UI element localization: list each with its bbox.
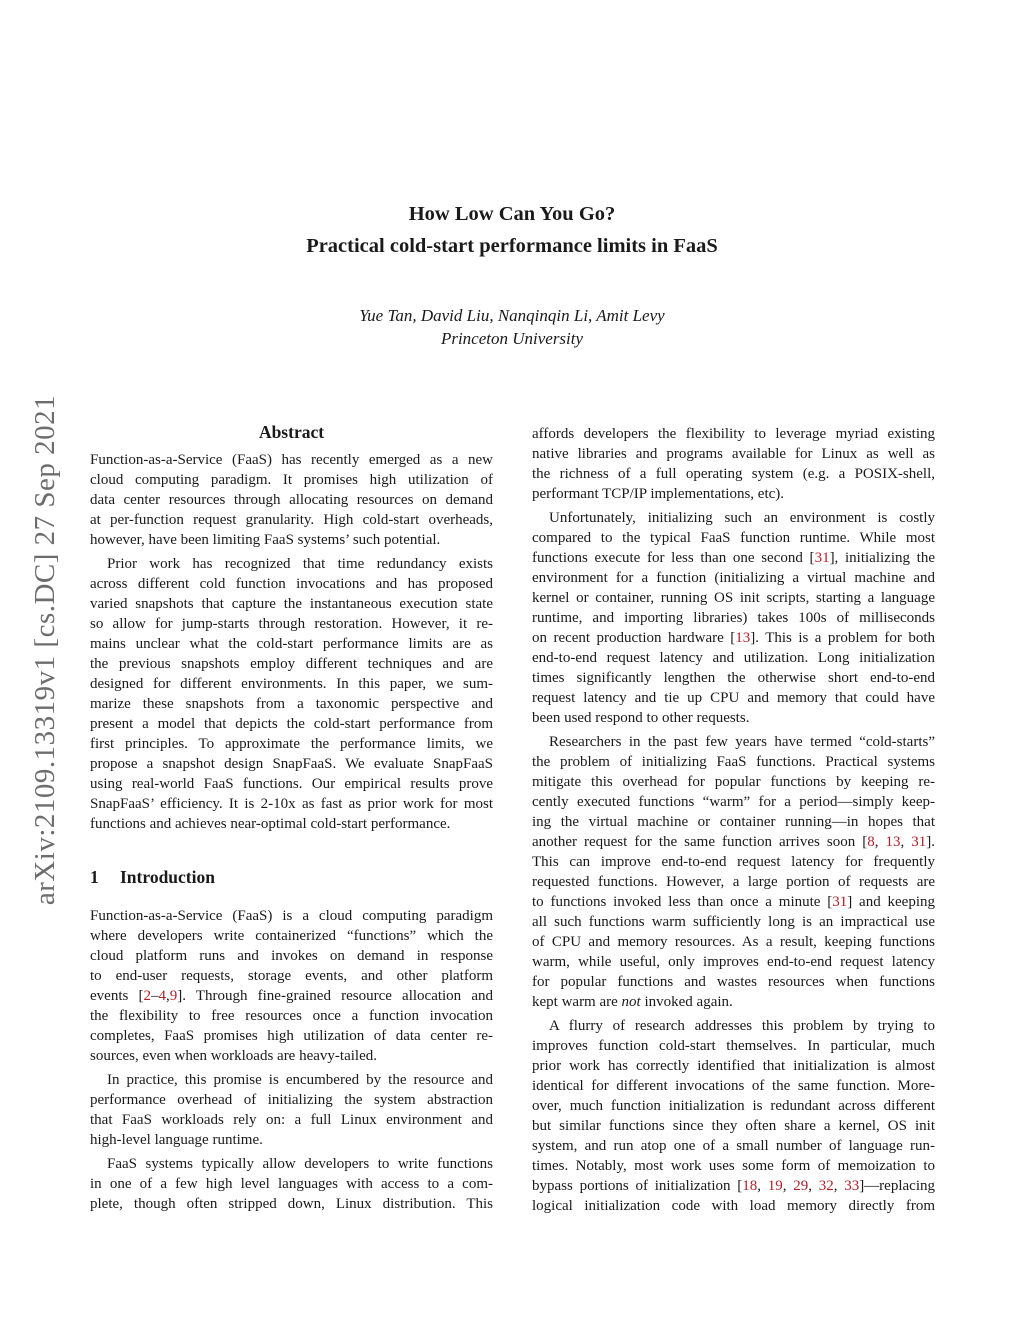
citation-link[interactable]: 13 (885, 834, 901, 850)
text-line: another request for the same function arrives soon [8, 13, 31]. (532, 834, 936, 850)
text-line: the previous snapshots employ different techniques and are (90, 656, 493, 672)
text-line: to functions invoked less than once a minute [31] and keeping (532, 894, 935, 910)
text-line: present a model that depicts the cold-start performance from (90, 716, 493, 732)
text-line: warm, while useful, only improves end-to-end request latency (532, 954, 935, 970)
text-line: system, and run atop one of a small number of language run- (532, 1138, 935, 1154)
right-paragraph-1 (532, 424, 935, 504)
citation-link[interactable]: 31 (911, 834, 927, 850)
section-title: Introduction (120, 867, 215, 887)
text-line: A flurry of research addresses this problem by trying to (549, 1018, 935, 1034)
text-line: kernel or container, running OS init scripts, starting a language (532, 590, 935, 606)
text-line: varied snapshots that capture the instantaneous execution state (90, 596, 493, 612)
citation-link[interactable]: 33 (844, 1178, 860, 1194)
abstract-paragraph-2 (90, 554, 493, 834)
text-line: over, much function initialization is redundant across different (532, 1098, 935, 1114)
text-line: Unfortunately, initializing such an environment is costly (549, 510, 935, 526)
text-line: however, have been limiting FaaS systems’ such potential. (90, 532, 441, 548)
text-line: cloud platform runs and invokes on demand in response (90, 948, 493, 964)
citation-link[interactable]: 31 (832, 894, 848, 910)
text-line: the problem of initializing FaaS functions. Practical systems (532, 754, 935, 770)
text-line: but similar functions since they often share a kernel, OS init (532, 1118, 935, 1134)
text-line: prior work has correctly identified that initialization is almost (532, 1058, 935, 1074)
text-line: end-to-end request latency and utilization. Long initialization (532, 650, 935, 666)
text-line: This can improve end-to-end request latency for frequently (532, 854, 935, 870)
abstract-heading: Abstract (258, 422, 325, 442)
text-line: all such functions warm sufficiently long is an impractical use (532, 914, 935, 930)
text-line: the flexibility to free resources once a function invocation (90, 1008, 493, 1024)
text-line: ing the virtual machine or container running—in hopes that (532, 814, 935, 830)
text-line: performance overhead of initializing the system abstraction (90, 1092, 493, 1108)
text-line: improves function cold-start themselves. In particular, much (532, 1038, 935, 1054)
paper-title-line-1: How Low Can You Go? (408, 203, 616, 225)
text-line: Function-as-a-Service (FaaS) is a cloud computing paradigm (90, 908, 493, 924)
text-line: on recent production hardware [13]. This is a problem for both (532, 630, 935, 646)
text-line: native libraries and programs available for Linux as well as (532, 446, 935, 462)
text-line: events [2–4,9]. Through fine-grained resource allocation and (90, 988, 493, 1004)
text-line: across different cold function invocations and has proposed (90, 576, 493, 592)
text-line: times. Notably, most work uses some form of memoization to (532, 1158, 935, 1174)
right-paragraph-2 (532, 508, 935, 728)
text-line: runtime, and importing libraries) takes 100s of milliseconds (532, 610, 935, 626)
text-line: compared to the typical FaaS function runtime. While most (532, 530, 935, 546)
text-line: in one of a few high level languages with access to a com- (90, 1176, 493, 1192)
section-heading-introduction (90, 866, 493, 888)
text-line: using real-world FaaS functions. Our empirical results prove (90, 776, 493, 792)
arxiv-stamp: arXiv:2109.13319v1 [cs.DC] 27 Sep 2021 (29, 394, 61, 906)
right-paragraph-4 (532, 1016, 935, 1216)
text-line: In practice, this promise is encumbered by the resource and (107, 1072, 493, 1088)
text-line: request latency and tie up CPU and memory that could have (532, 690, 935, 706)
intro-paragraph-3 (90, 1154, 493, 1214)
text-line: completes, FaaS promises high utilization of data center re- (90, 1028, 493, 1044)
text-line: Researchers in the past few years have termed “cold-starts” (549, 734, 935, 750)
citation-link[interactable]: 4 (158, 988, 166, 1004)
section-number: 1 (90, 867, 99, 887)
text-line: Function-as-a-Service (FaaS) has recently emerged as a new (90, 452, 493, 468)
text-line: FaaS systems typically allow developers to write functions (107, 1156, 493, 1172)
paper-title-line-2: Practical cold-start performance limits in FaaS (306, 235, 718, 257)
text-line: identical for different invocations of the same function. More- (532, 1078, 935, 1094)
text-line: SnapFaaS’ efficiency. It is 2-10x as fast as prior work for most (90, 796, 493, 812)
abstract-paragraph-1 (90, 450, 493, 550)
affiliation: Princeton University (440, 329, 584, 348)
text-line: cently executed functions “warm” for a period—simply keep- (532, 794, 935, 810)
text-line: bypass portions of initialization [18, 19, 29, 32, 33]—replacing (532, 1178, 935, 1194)
text-line: the richness of a full operating system (e.g. a POSIX-shell, (532, 466, 935, 482)
citation-link[interactable]: 18 (742, 1178, 758, 1194)
text-line: logical initialization code with load memory directly from (532, 1198, 935, 1214)
author-list: Yue Tan, David Liu, Nanqinqin Li, Amit Levy (359, 306, 665, 325)
text-line: propose a snapshot design SnapFaaS. We evaluate SnapFaaS (90, 756, 493, 772)
text-line: functions execute for less than one second [31], initializing the (532, 550, 935, 566)
text-line: at per-function request granularity. High cold-start overheads, (90, 512, 493, 528)
intro-paragraph-1 (90, 906, 493, 1066)
text-line: that FaaS workloads rely on: a full Linux environment and (90, 1112, 493, 1128)
text-line: been used respond to other requests. (532, 710, 750, 726)
text-line: for popular functions and wastes resources when functions (532, 974, 935, 990)
text-line: data center resources through allocating resources on demand (90, 492, 493, 508)
citation-link[interactable]: 31 (814, 550, 830, 566)
citation-link[interactable]: 9 (169, 988, 178, 1004)
text-line: functions and achieves near-optimal cold-start performance. (90, 816, 451, 832)
citation-link[interactable]: 2 (143, 988, 151, 1004)
left-column (90, 421, 493, 1214)
text-line: designed for different environments. In this paper, we sum- (90, 676, 493, 692)
text-line: to end-user requests, storage events, and other platform (90, 968, 493, 984)
text-line: first principles. To approximate the performance limits, we (90, 736, 493, 752)
citation-link[interactable]: 13 (735, 630, 751, 646)
text-line: mains unclear what the cold-start performance limits are as (90, 636, 493, 652)
text-line: sources, even when workloads are heavy-tailed. (90, 1048, 377, 1064)
text-line: mitigate this overhead for popular functions by keeping re- (532, 774, 935, 790)
right-column (532, 424, 935, 1216)
text-line: times significantly lengthen the otherwise short end-to-end (532, 670, 935, 686)
text-line: where developers write containerized “functions” which the (90, 928, 493, 944)
text-line: of CPU and memory resources. As a result, keeping functions (532, 934, 935, 950)
right-paragraph-3 (532, 732, 935, 1012)
text-line: Prior work has recognized that time redundancy exists (107, 556, 493, 572)
text-line: so allow for jump-starts through restoration. However, it re- (90, 616, 493, 632)
text-line: plete, though often stripped down, Linux distribution. This (90, 1196, 493, 1212)
citation-link[interactable]: 8 (867, 834, 875, 850)
emphasis: not (621, 994, 641, 1010)
intro-paragraph-2 (90, 1070, 493, 1150)
text-line: kept warm are not invoked again. (532, 994, 733, 1010)
citation-link[interactable]: 29 (793, 1178, 809, 1194)
text-line: high-level language runtime. (90, 1132, 263, 1148)
text-line: affords developers the flexibility to leverage myriad existing (532, 426, 935, 442)
text-line: performant TCP/IP implementations, etc). (532, 486, 785, 502)
citation-link[interactable]: 19 (767, 1178, 783, 1194)
text-line: marize these snapshots from a taxonomic perspective and (90, 696, 493, 712)
text-line: cloud computing paradigm. It promises high utilization of (90, 472, 493, 488)
text-line: environment for a function (initializing a virtual machine and (532, 570, 935, 586)
citation-link[interactable]: 32 (818, 1178, 834, 1194)
text-line: requested functions. However, a large portion of requests are (532, 874, 935, 890)
